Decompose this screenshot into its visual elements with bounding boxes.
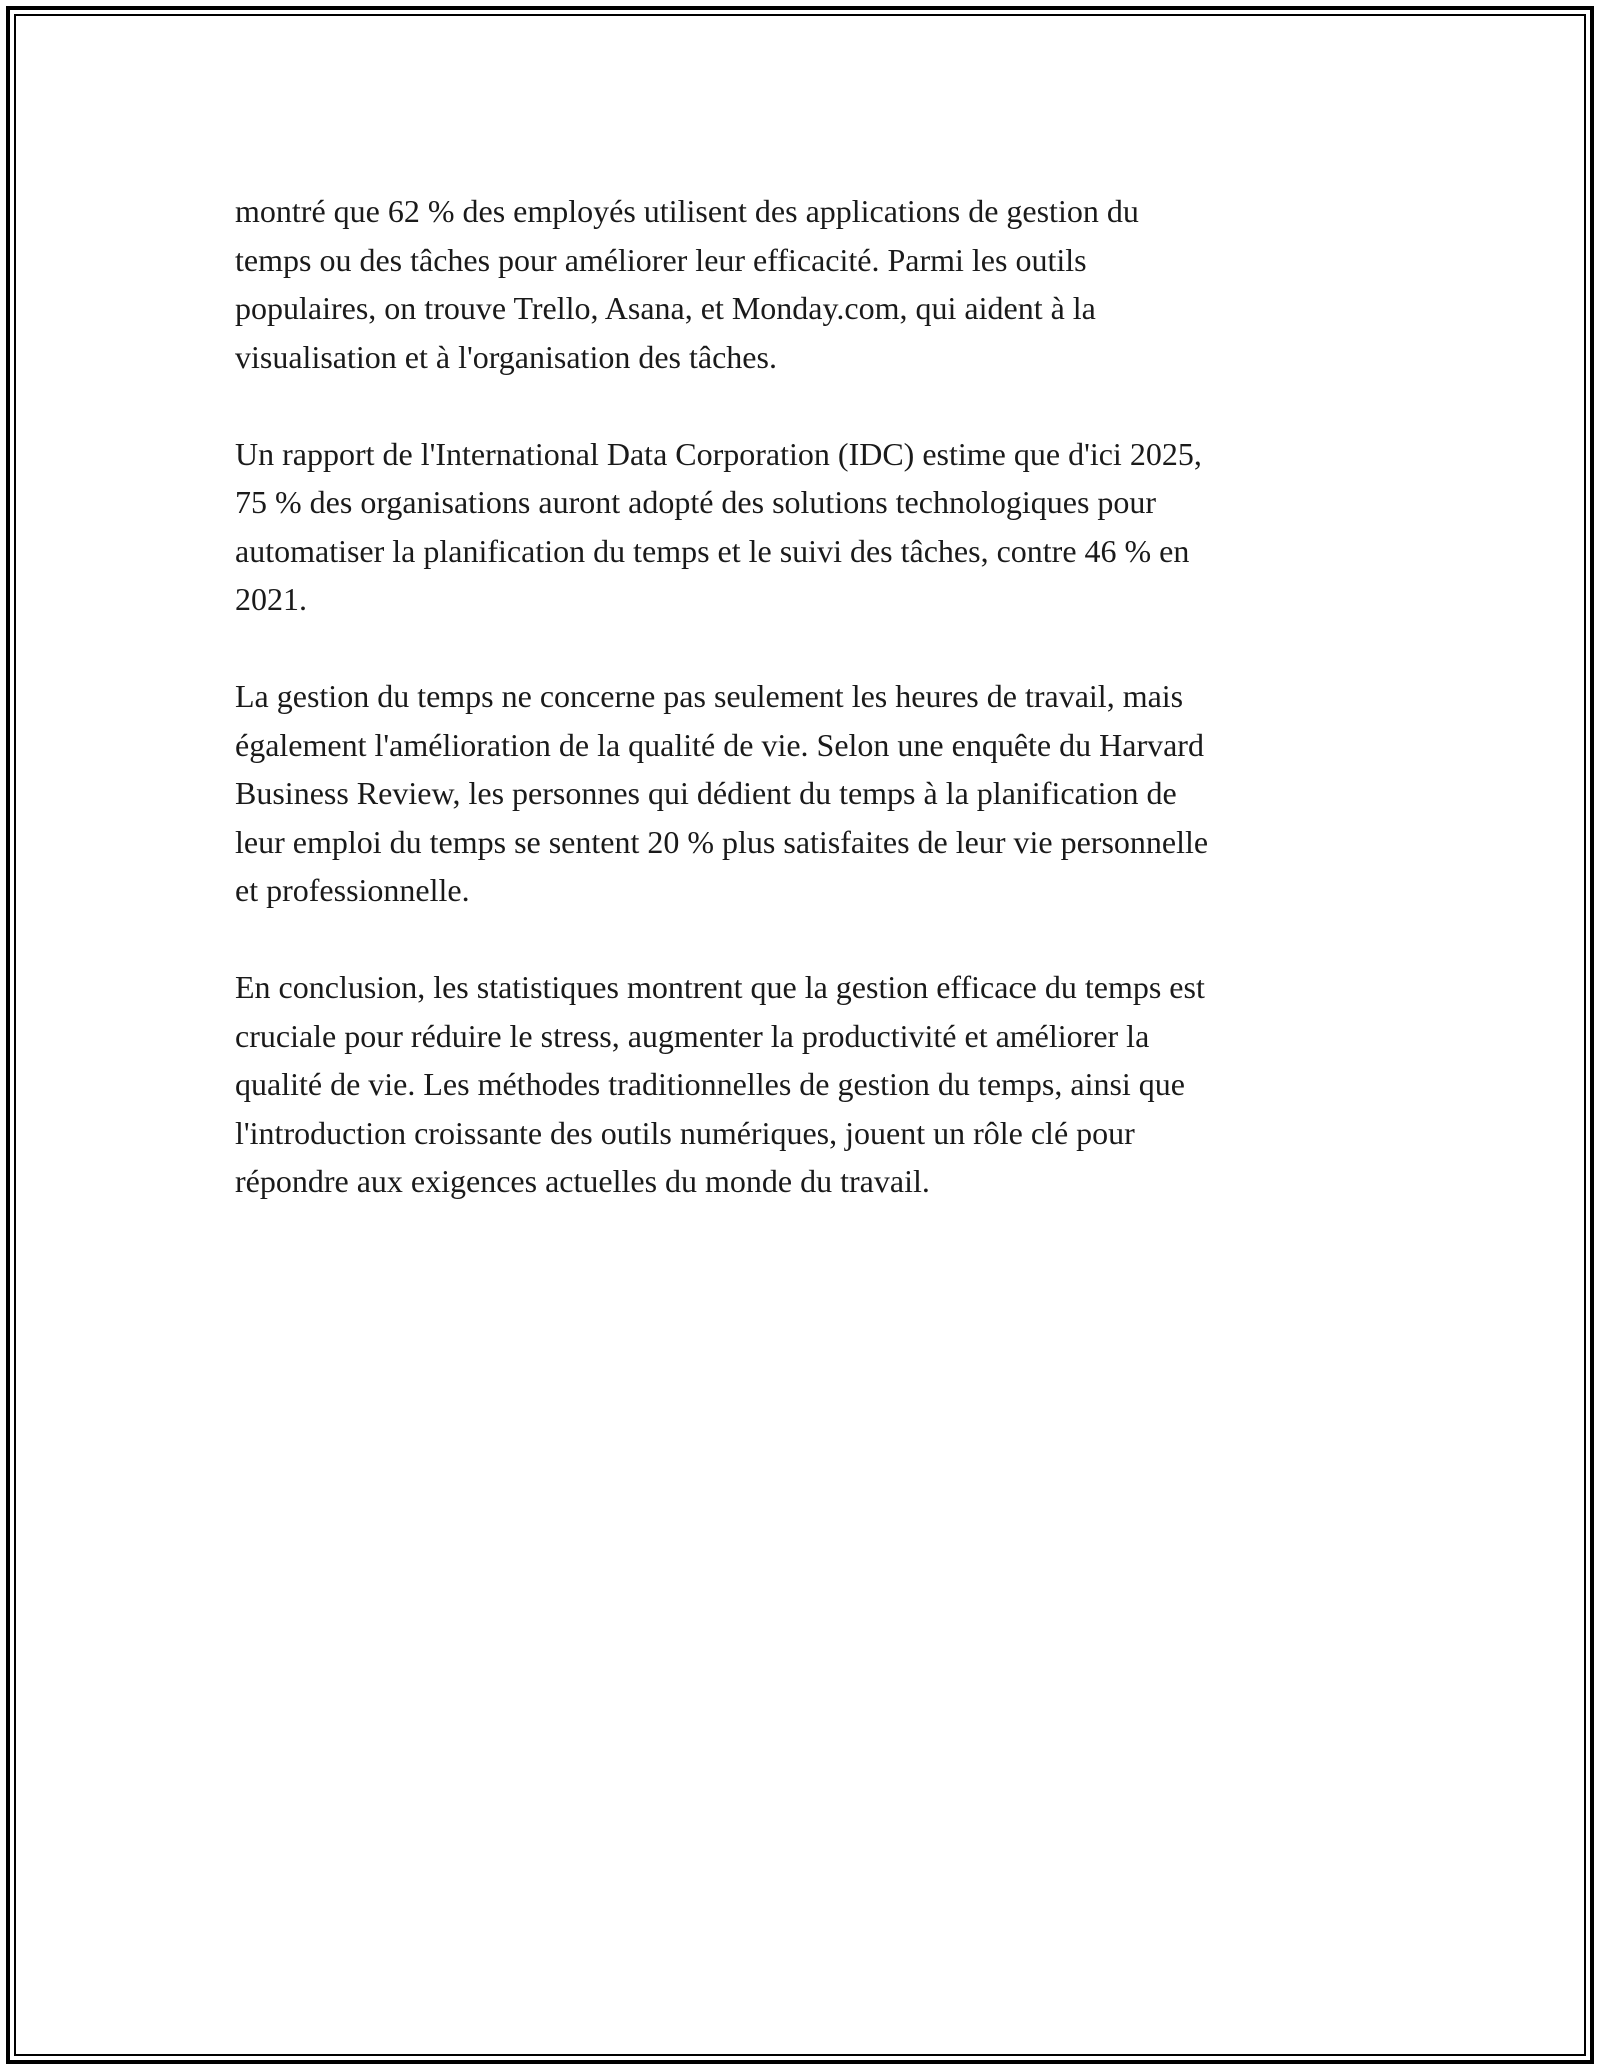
- paragraph-idc-report: Un rapport de l'International Data Corporation (IDC) estime que d'ici 2025, 75 % des organisations auront adopté des solutions technologiques pour automatiser la planification du temps et le suivi des tâches, contre 46 % en 2021.: [235, 435, 1202, 617]
- paragraph-conclusion: En conclusion, les statistiques montrent que la gestion efficace du temps est cruciale pour réduire le stress, augmenter la productivité et améliorer la qualité de vie. Les méthodes traditionnelles de gestion du temps, ainsi que l'introduction croissante des outils numériques, jouent un rôle clé pour répondre aux exigences actuelles du monde du travail.: [235, 969, 1205, 1199]
- paragraph-tools-usage: montré que 62 % des employés utilisent des applications de gestion du temps ou des tâches pour améliorer leur efficacité. Parmi les outils populaires, on trouve Trello, Asana, et Monday.com, qui aident à la visualisation et à l'organisation des tâches.: [235, 193, 1139, 375]
- paragraph-quality-of-life: La gestion du temps ne concerne pas seulement les heures de travail, mais également l'amélioration de la qualité de vie. Selon une enquête du Harvard Business Review, les personnes qui dédient du temps à la planification de leur emploi du temps se sentent 20 % plus satisfaites de leur vie personnelle et professionnelle.: [235, 678, 1209, 908]
- document-body: [235, 187, 1375, 1254]
